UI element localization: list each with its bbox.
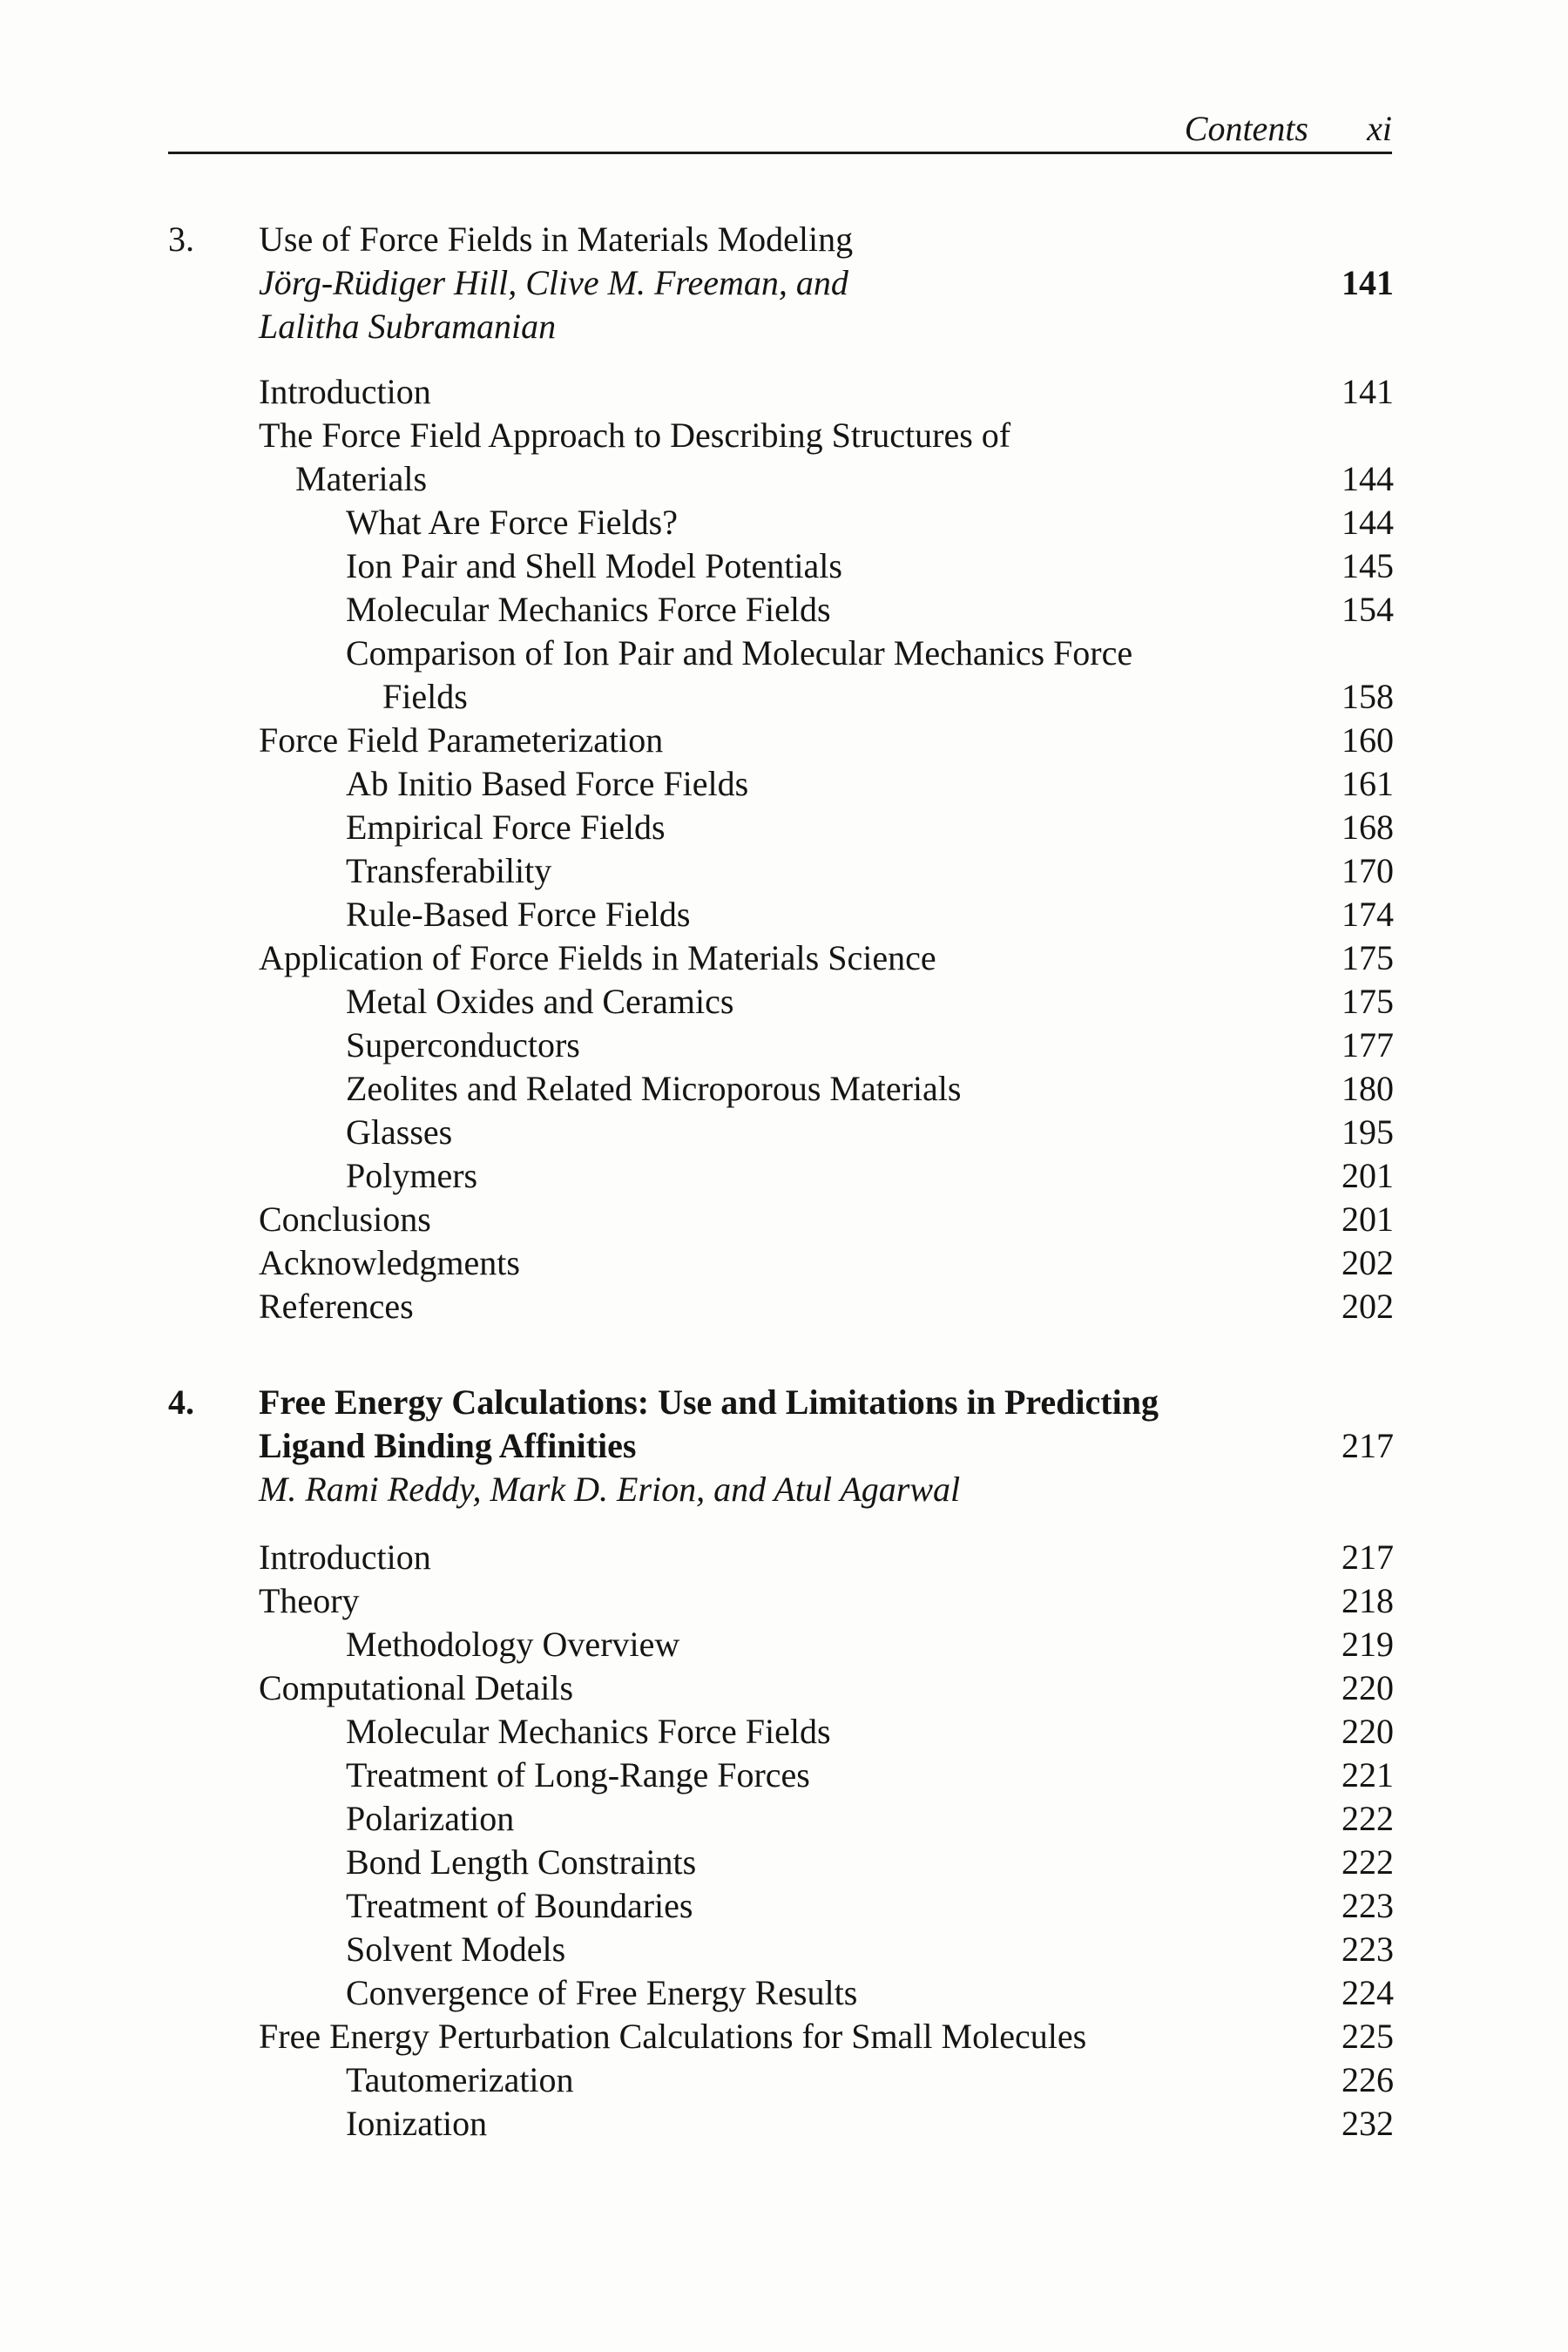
toc-entry[interactable] <box>168 414 1394 457</box>
toc-entry-continuation[interactable] <box>168 457 1394 501</box>
entry-page: 141 <box>1342 372 1394 411</box>
entry-label: Polarization <box>346 1799 515 1838</box>
entry-label: Bond Length Constraints <box>346 1842 697 1882</box>
entry-page: 220 <box>1342 1668 1394 1707</box>
entry-label: Solvent Models <box>346 1930 566 1969</box>
entry-page: 201 <box>1342 1200 1394 1239</box>
chapter-title-line-1: Free Energy Calculations: Use and Limitations in Predicting <box>259 1382 1159 1422</box>
entry-label: Introduction <box>259 1538 431 1577</box>
chapter-title-line-2: Ligand Binding Affinities <box>259 1426 637 1465</box>
chapter-start-page: 217 <box>1342 1426 1394 1465</box>
entry-page: 175 <box>1342 938 1394 977</box>
toc-entry[interactable] <box>168 1797 1394 1841</box>
entry-label: Superconductors <box>346 1025 580 1064</box>
entry-label: Materials <box>295 459 428 498</box>
chapter-title: Use of Force Fields in Materials Modeling <box>259 220 854 259</box>
toc-entry[interactable] <box>168 2058 1394 2102</box>
entry-label: Fields <box>382 677 468 716</box>
entry-page: 223 <box>1342 1886 1394 1925</box>
entry-page: 201 <box>1342 1156 1394 1195</box>
entry-label: Rule-Based Force Fields <box>346 895 691 934</box>
entry-page: 232 <box>1342 2104 1394 2143</box>
toc-entry[interactable] <box>168 1285 1394 1328</box>
entry-label: Introduction <box>259 372 431 411</box>
toc-entry[interactable] <box>168 1067 1394 1111</box>
entry-label: Glasses <box>346 1112 453 1152</box>
entry-label: Ab Initio Based Force Fields <box>346 764 749 803</box>
toc-entry[interactable] <box>168 370 1394 414</box>
entry-page: 180 <box>1342 1069 1394 1108</box>
entry-page: 221 <box>1342 1755 1394 1794</box>
toc-entry[interactable] <box>168 1241 1394 1285</box>
running-head-title: Contents <box>1184 109 1308 148</box>
toc-entry[interactable] <box>168 762 1394 806</box>
toc-entry[interactable] <box>168 980 1394 1024</box>
toc-entry-continuation[interactable] <box>168 675 1394 719</box>
entry-page: 222 <box>1342 1842 1394 1882</box>
entry-label: Conclusions <box>259 1200 431 1239</box>
chapter-authors: M. Rami Reddy, Mark D. Erion, and Atul Agarwal <box>259 1470 961 1509</box>
entry-label: Force Field Parameterization <box>259 720 664 760</box>
running-head <box>168 98 1392 154</box>
chapter-start-page: 141 <box>1342 263 1394 302</box>
entry-page: 224 <box>1342 1973 1394 2012</box>
toc-entry[interactable] <box>168 2102 1394 2146</box>
entry-label: Ion Pair and Shell Model Potentials <box>346 546 842 585</box>
entry-page: 177 <box>1342 1025 1394 1064</box>
toc-entry[interactable] <box>168 1666 1394 1710</box>
entry-page: 144 <box>1342 459 1394 498</box>
entry-page: 161 <box>1342 764 1394 803</box>
entry-page: 174 <box>1342 895 1394 934</box>
entry-label: Molecular Mechanics Force Fields <box>346 590 831 629</box>
toc-entry[interactable] <box>168 1623 1394 1666</box>
entry-page: 158 <box>1342 677 1394 716</box>
entry-label: Empirical Force Fields <box>346 808 666 847</box>
entry-label: Metal Oxides and Ceramics <box>346 982 734 1021</box>
entry-page: 160 <box>1342 720 1394 760</box>
toc-entry[interactable] <box>168 632 1394 675</box>
entry-page: 144 <box>1342 503 1394 542</box>
entry-label: Treatment of Long-Range Forces <box>346 1755 810 1794</box>
toc-entry[interactable] <box>168 1154 1394 1198</box>
toc-entry[interactable] <box>168 1928 1394 1971</box>
section-list <box>168 370 1394 1328</box>
entry-page: 202 <box>1342 1287 1394 1326</box>
entry-label: Application of Force Fields in Materials Science <box>259 938 936 977</box>
running-head-page-number: xi <box>1367 109 1392 148</box>
toc-entry[interactable] <box>168 588 1394 632</box>
entry-page: 202 <box>1342 1243 1394 1282</box>
entry-page: 223 <box>1342 1930 1394 1969</box>
entry-label: Free Energy Perturbation Calculations for Small Molecules <box>259 2017 1087 2056</box>
entry-label: Methodology Overview <box>346 1625 680 1664</box>
toc-entry[interactable] <box>168 1024 1394 1067</box>
toc-entry[interactable] <box>168 1754 1394 1797</box>
entry-label: Convergence of Free Energy Results <box>346 1973 858 2012</box>
entry-label: Theory <box>259 1581 360 1620</box>
entry-page: 168 <box>1342 808 1394 847</box>
chapter-authors-line-2: Lalitha Subramanian <box>259 307 557 346</box>
entry-label: Transferability <box>346 851 552 890</box>
toc-entry[interactable] <box>168 1198 1394 1241</box>
toc-entry[interactable] <box>168 1579 1394 1623</box>
entry-page: 218 <box>1342 1581 1394 1620</box>
entry-page: 170 <box>1342 851 1394 890</box>
entry-label: What Are Force Fields? <box>346 503 678 542</box>
toc-entry[interactable] <box>168 1971 1394 2015</box>
entry-page: 219 <box>1342 1625 1394 1664</box>
toc-entry[interactable] <box>168 544 1394 588</box>
entry-label: Computational Details <box>259 1668 574 1707</box>
entry-label: References <box>259 1287 414 1326</box>
entry-label: Zeolites and Related Microporous Materials <box>346 1069 962 1108</box>
toc-entry[interactable] <box>168 1111 1394 1154</box>
chapter-number: 3. <box>168 220 194 259</box>
entry-page: 217 <box>1342 1538 1394 1577</box>
entry-page: 175 <box>1342 982 1394 1021</box>
entry-page: 222 <box>1342 1799 1394 1838</box>
toc-entry[interactable] <box>168 501 1394 544</box>
toc-entry[interactable] <box>168 1884 1394 1928</box>
entry-label: Ionization <box>346 2104 488 2143</box>
entry-label: Molecular Mechanics Force Fields <box>346 1712 831 1751</box>
entry-page: 225 <box>1342 2017 1394 2056</box>
toc-entry[interactable] <box>168 719 1394 762</box>
entry-label: Comparison of Ion Pair and Molecular Mechanics Force <box>346 633 1133 672</box>
toc-entry[interactable] <box>168 936 1394 980</box>
entry-page: 195 <box>1342 1112 1394 1152</box>
toc-entry[interactable] <box>168 849 1394 893</box>
entry-label: Acknowledgments <box>259 1243 520 1282</box>
chapter-number: 4. <box>168 1382 194 1422</box>
entry-label: Polymers <box>346 1156 478 1195</box>
toc-entry[interactable] <box>168 2015 1394 2058</box>
entry-page: 226 <box>1342 2060 1394 2099</box>
entry-label: Treatment of Boundaries <box>346 1886 693 1925</box>
chapter-authors-line-1: Jörg-Rüdiger Hill, Clive M. Freeman, and <box>259 263 848 302</box>
entry-page: 145 <box>1342 546 1394 585</box>
toc-entry[interactable] <box>168 806 1394 849</box>
entry-label: Tautomerization <box>346 2060 574 2099</box>
section-list <box>168 1536 1394 2146</box>
toc-entry[interactable] <box>168 1841 1394 1884</box>
entry-page: 154 <box>1342 590 1394 629</box>
toc-entry[interactable] <box>168 893 1394 936</box>
toc-entry[interactable] <box>168 1536 1394 1579</box>
entry-page: 220 <box>1342 1712 1394 1751</box>
entry-label: The Force Field Approach to Describing Structures of <box>259 416 1011 455</box>
toc-entry[interactable] <box>168 1710 1394 1754</box>
